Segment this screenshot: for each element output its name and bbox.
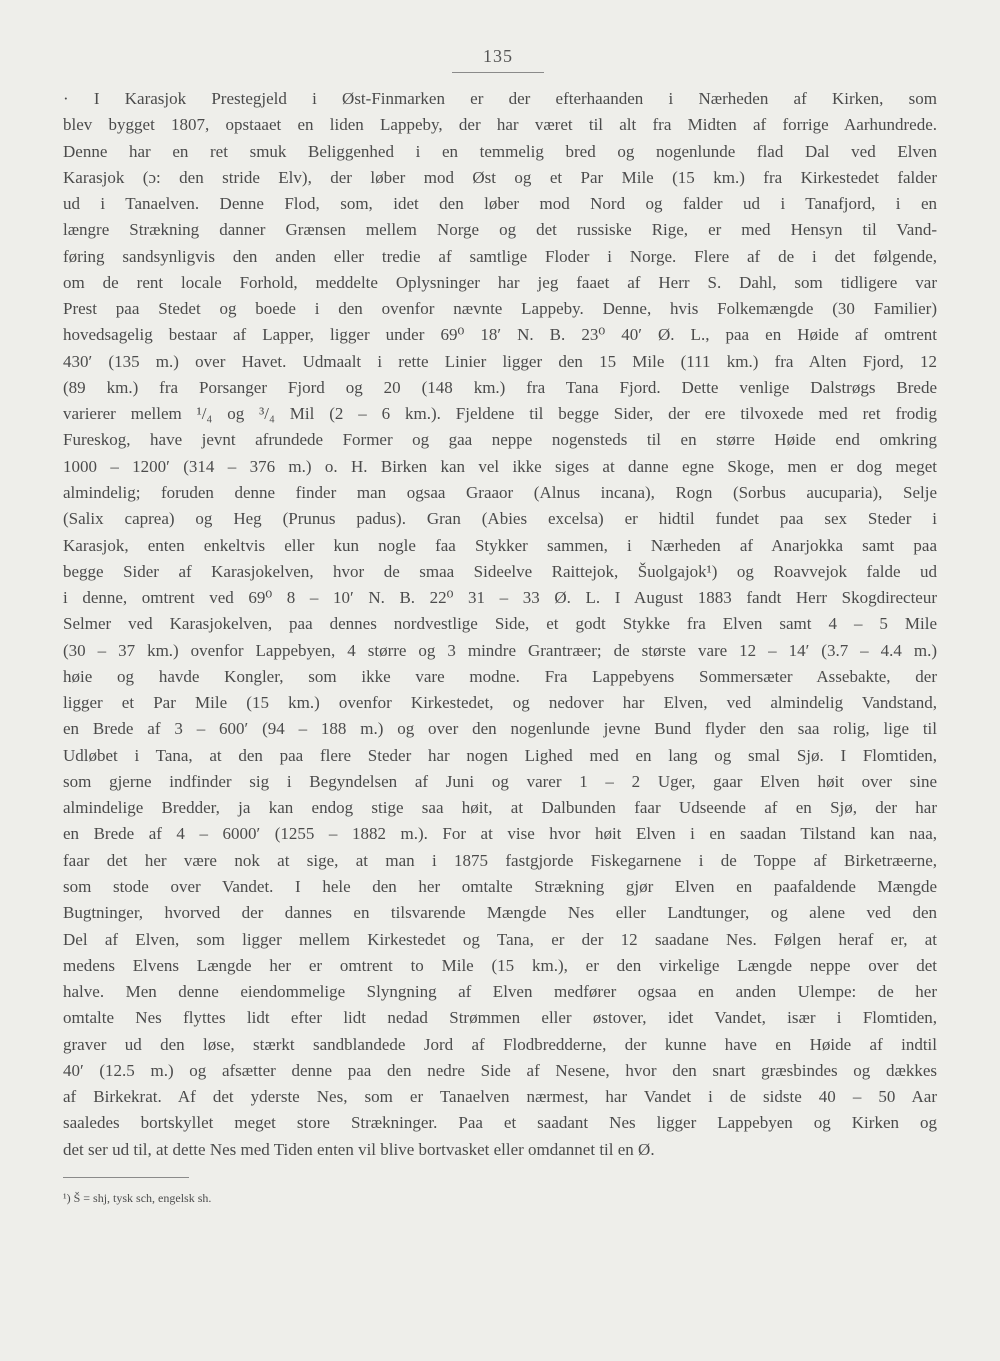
text-line: Karasjok (ɔ: den stride Elv), der løber mod Øst og et Par Mile (15 km.) fra Kirkestedet falder xyxy=(63,167,937,187)
text-line: halve. Men denne eiendommelige Slyngning af Elven medfører ogsaa en anden Ulempe: de her xyxy=(63,982,937,1002)
text-line: Del af Elven, som ligger mellem Kirkestedet og Tana, er der 12 saadane Nes. Følgen heraf er, at xyxy=(63,929,937,949)
text-line: Bugtninger, hvorved der dannes en tilsvarende Mængde Nes eller Landtunger, og alene ved den xyxy=(63,903,937,923)
text-line: Selmer ved Karasjokelven, paa dennes nordvestlige Side, et godt Stykke fra Elven samt 4 – 5 Mile xyxy=(63,614,937,634)
text-line: medens Elvens Længde her er omtrent to Mile (15 km.), er den virkelige Længde neppe over det xyxy=(63,955,937,975)
text-line: Denne har en ret smuk Beliggenhed i en temmelig bred og nogenlunde flad Dal ved Elven xyxy=(63,141,937,161)
text-line: Prest paa Stedet og boede i den ovenfor nævnte Lappeby. Denne, hvis Folkemængde (30 Familier) xyxy=(63,299,937,319)
text-line: saaledes bortskyllet meget store Strækninger. Paa et saadant Nes ligger Lappebyen og Kirken og xyxy=(63,1113,937,1133)
page-number-rule xyxy=(452,72,544,73)
text-line: almindelig; foruden denne finder man ogsaa Graaor (Alnus incana), Rogn (Sorbus aucuparia), Selje xyxy=(63,482,937,502)
text-line: Karasjok, enten enkeltvis eller kun nogle faa Stykker sammen, i Nærheden af Anarjokka samt paa xyxy=(63,535,937,555)
text-line: længre Strækning danner Grænsen mellem Norge og det russiske Rige, er med Hensyn til Vand- xyxy=(63,220,937,240)
text-line: som stode over Vandet. I hele den her omtalte Strækning gjør Elven en paafaldende Mængde xyxy=(63,876,937,896)
text-line: ligger et Par Mile (15 km.) ovenfor Kirkestedet, og nedover har Elven, ved almindelig Vandstand, xyxy=(63,693,937,713)
text-line: (Salix caprea) og Heg (Prunus padus). Gran (Abies excelsa) er hidtil fundet paa sex Steder i xyxy=(63,509,937,529)
text-line-last: det ser ud til, at dette Nes med Tiden enten vil blive bortvasket eller omdannet til en Ø. xyxy=(63,1139,655,1159)
text-line: varierer mellem ¹/₄ og ³/₄ Mil (2 – 6 km.). Fjeldene til begge Sider, der ere tilvoxede med ret frodig xyxy=(63,404,937,424)
text-line: af Birkekrat. Af det yderste Nes, som er Tanaelven nærmest, har Vandet i de sidste 40 – 50 Aar xyxy=(63,1087,937,1107)
body-text xyxy=(63,86,937,1163)
text-line: høie og havde Kongler, som ikke vare modne. Fra Lappebyens Sommersæter Assebakte, der xyxy=(63,666,937,686)
text-line: Udløbet i Tana, at den paa flere Steder har nogen Lighed med en lang og smal Sjø. I Flomtiden, xyxy=(63,745,937,765)
text-line: almindelige Bredder, ja kan endog stige saa høit, at Dalbunden faar Udseende af en Sjø, der har xyxy=(63,798,937,818)
text-line: (30 – 37 km.) ovenfor Lappebyen, 4 større og 3 mindre Grantræer; de største vare 12 – 14′ (3.7 – 4.4 m.) xyxy=(63,640,937,660)
text-line: i denne, omtrent ved 69⁰ 8 – 10′ N. B. 22⁰ 31 – 33 Ø. L. I August 1883 fandt Herr Skogdirecteur xyxy=(63,588,937,608)
text-line: om de rent locale Forhold, meddelte Oplysninger har jeg faaet af Herr S. Dahl, som tidligere var xyxy=(63,272,937,292)
text-line: Fureskog, have jevnt afrundede Former og gaa neppe nogensteds til en større Høide end omkring xyxy=(63,430,937,450)
text-line: 430′ (135 m.) over Havet. Udmaalt i rette Linier ligger den 15 Mile (111 km.) fra Alten Fjord, 12 xyxy=(63,351,937,371)
text-line: blev bygget 1807, opstaaet en liden Lappeby, der har været til alt fra Midten af forrige Aarhundrede. xyxy=(63,115,937,135)
text-line: · I Karasjok Prestegjeld i Øst-Finmarken er der efterhaanden i Nærheden af Kirken, som xyxy=(63,89,937,108)
text-line: begge Sider af Karasjokelven, hvor de smaa Sideelve Raittejok, Šuolgajok¹) og Roavvejok falde ud xyxy=(63,561,937,581)
text-line: føring sandsynligvis den anden eller tredie af samtlige Floder i Norge. Flere af de i det følgende, xyxy=(63,246,937,266)
text-line: 40′ (12.5 m.) og afsætter denne paa den nedre Side af Nesene, hvor den snart græsbindes og dækkes xyxy=(63,1060,937,1080)
text-line: (89 km.) fra Porsanger Fjord og 20 (148 km.) fra Tana Fjord. Dette venlige Dalstrøgs Brede xyxy=(63,377,937,397)
text-line: graver ud den løse, stærkt sandblandede Jord af Flodbredderne, der kunne have en Høide af indtil xyxy=(63,1034,937,1054)
page-number: 135 xyxy=(483,46,513,66)
footnote: ¹) Š = shj, tysk sch, engelsk sh. xyxy=(63,1191,212,1205)
text-line: en Brede af 3 – 600′ (94 – 188 m.) og over den nogenlunde jevne Bund flyder den saa rolig, lige til xyxy=(63,719,937,739)
text-line: 1000 – 1200′ (314 – 376 m.) o. H. Birken kan vel ikke siges at danne egne Skoge, men er dog meget xyxy=(63,456,937,476)
text-line: omtalte Nes flyttes lidt efter lidt nedad Strømmen eller østover, idet Vandet, især i Flomtiden, xyxy=(63,1008,937,1028)
text-line: en Brede af 4 – 6000′ (1255 – 1882 m.). For at vise hvor høit Elven i en saadan Tilstand kan naa, xyxy=(63,824,937,844)
footnote-rule xyxy=(63,1177,189,1178)
text-line: hovedsagelig bestaar af Lapper, ligger under 69⁰ 18′ N. B. 23⁰ 40′ Ø. L., paa en Høide af omtrent xyxy=(63,325,937,345)
text-line: ud i Tanaelven. Denne Flod, som, idet den løber mod Nord og falder ud i Tanafjord, i en xyxy=(63,194,937,214)
text-line: som gjerne indfinder sig i Begyndelsen af Juni og varer 1 – 2 Uger, gaar Elven høit over sine xyxy=(63,771,937,791)
text-line: faar det her være nok at sige, at man i 1875 fastgjorde Fiskegarnene i de Toppe af Birketræerne, xyxy=(63,850,937,870)
